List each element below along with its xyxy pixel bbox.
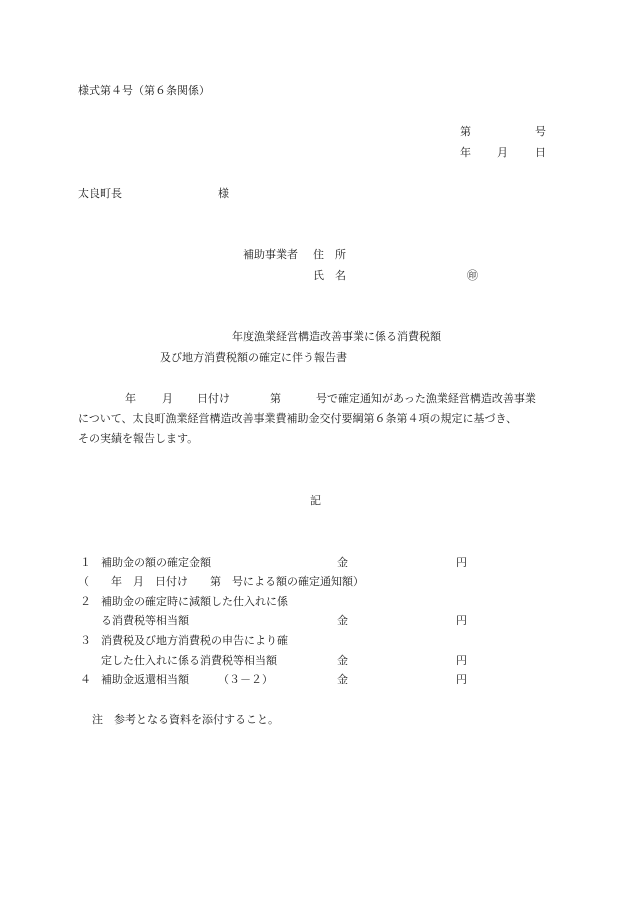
item-3-en: 円 [456,654,467,667]
ki-heading: 記 [310,494,321,507]
item-4-formula: （３－２） [218,673,273,686]
date-year: 年 [460,146,471,159]
item-1-number: １ [80,556,91,569]
body-dated: 日付け [197,392,230,405]
item-2-line-2: る消費税等相当額 [101,614,189,627]
body-no: 第 [270,392,281,405]
item-2-number: ２ [80,595,91,608]
body-month: 月 [162,392,173,405]
item-2-kin: 金 [337,614,348,627]
form-number: 様式第４号（第６条関係） [78,84,210,97]
item-1-en: 円 [456,556,467,569]
body-year: 年 [125,392,136,405]
item-2-line-1: 補助金の確定時に減額した仕入れに係 [101,595,288,608]
date-day: 日 [535,146,546,159]
item-4-en: 円 [456,673,467,686]
date-month: 月 [497,146,508,159]
addressee-honorific: 様 [218,187,229,200]
item-3-line-1: 消費税及び地方消費税の申告により確 [101,634,288,647]
addressee-name: 太良町長 [78,187,122,200]
title-line-2: 及び地方消費税額の確定に伴う報告書 [160,351,347,364]
address-label: 住 所 [313,248,346,261]
name-label: 氏 名 [313,269,346,282]
applicant-role: 補助事業者 [243,248,298,261]
item-2-en: 円 [456,614,467,627]
body-line-1-rest: 号で確定通知があった漁業経営構造改善事業 [316,392,536,405]
item-1-subnote: （ 年 月 日付け 第 号による額の確定通知額） [78,575,364,588]
item-3-line-2: 定した仕入れに係る消費税等相当額 [101,654,277,667]
item-1-kin: 金 [337,556,348,569]
doc-number-prefix: 第 [460,125,471,138]
seal-mark: ㊞ [467,269,478,282]
body-line-2: について、太良町漁業経営構造改善事業費補助金交付要綱第６条第４項の規定に基づき、 [78,412,518,425]
item-3-number: ３ [80,634,91,647]
item-4-number: ４ [80,673,91,686]
doc-number-suffix: 号 [535,125,546,138]
item-4-kin: 金 [337,673,348,686]
footnote: 注 参考となる資料を添付すること。 [92,713,279,726]
item-4-label: 補助金返還相当額 [101,673,189,686]
title-line-1: 年度漁業経営構造改善事業に係る消費税額 [232,330,441,343]
item-1-label: 補助金の額の確定金額 [101,556,211,569]
item-3-kin: 金 [337,654,348,667]
body-line-3: その実績を報告します。 [78,432,199,445]
